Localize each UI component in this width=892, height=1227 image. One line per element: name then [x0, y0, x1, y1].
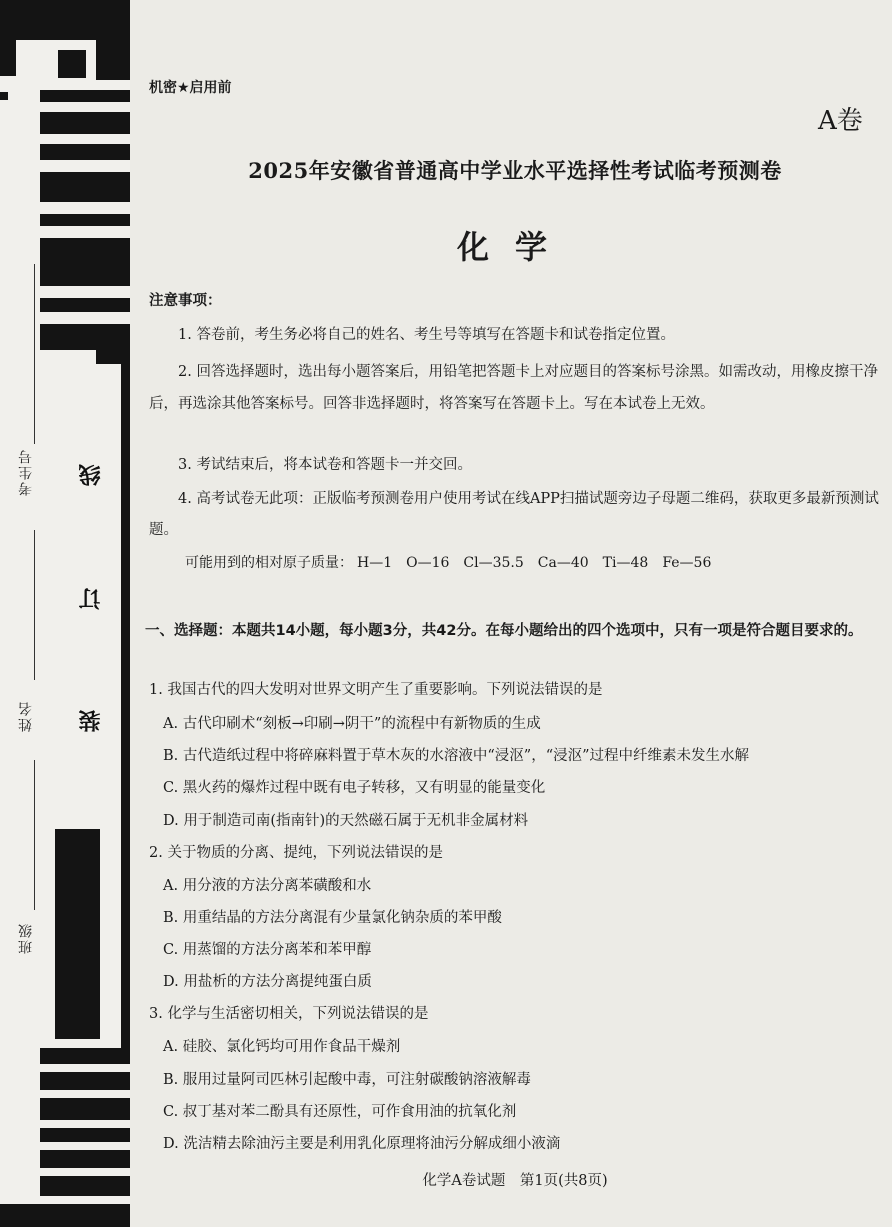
question-option: A. 古代印刷术“刻板→印刷→阴干”的流程中有新物质的生成	[163, 716, 541, 732]
question-option: B. 用重结晶的方法分离混有少量氯化钠杂质的苯甲酸	[163, 910, 502, 926]
binding-stripe	[58, 50, 86, 78]
question-option: C. 叔丁基对苯二酚具有还原性，可作食用油的抗氧化剂	[163, 1104, 517, 1120]
seal-char-zhuang: 装	[79, 710, 104, 732]
name-label: 姓名	[18, 700, 34, 732]
question-option: C. 黑火药的爆炸过程中既有电子转移，又有明显的能量变化	[163, 780, 546, 796]
seal-char-line: 线	[79, 464, 104, 486]
question-stem: 2. 关于物质的分离、提纯，下列说法错误的是	[149, 845, 443, 861]
binding-stripe	[40, 172, 130, 202]
notice-heading: 注意事项：	[149, 293, 222, 309]
seal-char-ding: 订	[79, 588, 104, 610]
binding-stripe	[96, 40, 130, 80]
exam-no-line[interactable]	[34, 264, 35, 444]
question-option: D. 用盐析的方法分离提纯蛋白质	[163, 974, 372, 990]
binding-stripe	[55, 829, 100, 1039]
atomic-mass: O—16	[406, 555, 450, 571]
binding-stripe	[40, 1128, 130, 1142]
binding-stripe	[0, 40, 16, 76]
question-option: D. 洗洁精去除油污主要是利用乳化原理将油污分解成细小液滴	[163, 1136, 561, 1152]
atomic-mass: Ca—40	[537, 555, 589, 571]
binding-stripe	[40, 1176, 130, 1196]
question-stem: 1. 我国古代的四大发明对世界文明产生了重要影响。下列说法错误的是	[149, 682, 603, 698]
notice-item: 3. 考试结束后，将本试卷和答题卡一并交回。	[178, 457, 472, 473]
question-option: D. 用于制造司南(指南针)的天然磁石属于无机非金属材料	[163, 813, 529, 829]
binding-stripe	[40, 1150, 130, 1168]
question-option: B. 服用过量阿司匹林引起酸中毒，可注射碳酸钠溶液解毒	[163, 1072, 531, 1088]
question-option: C. 用蒸馏的方法分离苯和苯甲醇	[163, 942, 372, 958]
atomic-mass: Cl—35.5	[463, 555, 524, 571]
exam-title: 2025年安徽省普通高中学业水平选择性考试临考预测卷	[248, 158, 782, 183]
binding-stripe	[40, 1048, 130, 1064]
question-option: A. 硅胶、氯化钙均可用作食品干燥剂	[163, 1039, 401, 1055]
binding-stripe	[40, 144, 130, 160]
binding-margin	[0, 0, 130, 1227]
binding-stripe	[40, 238, 130, 286]
secret-label: 机密★启用前	[149, 80, 232, 96]
atomic-masses-label: 可能用到的相对原子质量：	[185, 555, 353, 571]
volume-label: A卷	[818, 106, 863, 136]
class-label: 班级	[18, 922, 34, 954]
subject-title: 化学	[456, 228, 573, 266]
binding-stripe	[40, 298, 130, 312]
binding-stripe	[40, 324, 130, 350]
notice-item: 2. 回答选择题时，选出每小题答案后，用铅笔把答题卡上对应题目的答案标号涂黑。如需改动，用橡皮擦干净后，再选涂其他答案标号。回答非选择题时，将答案写在答题卡上。写在本试卷上无效。	[149, 364, 878, 412]
class-line[interactable]	[34, 760, 35, 910]
atomic-mass: H—1	[357, 555, 393, 571]
name-line[interactable]	[34, 530, 35, 680]
atomic-masses	[185, 548, 885, 578]
binding-stripe	[0, 0, 130, 40]
binding-stripe	[40, 1098, 130, 1120]
exam-page	[145, 0, 885, 1227]
binding-stripe	[40, 214, 130, 226]
binding-stripe	[40, 112, 130, 134]
atomic-mass: Ti—48	[602, 555, 649, 571]
binding-stripe	[0, 1204, 130, 1227]
binding-stripe	[121, 364, 130, 1064]
exam-no-label: 考生号	[18, 448, 34, 496]
binding-stripe	[40, 90, 130, 102]
question-stem: 3. 化学与生活密切相关，下列说法错误的是	[149, 1006, 429, 1022]
atomic-mass: Fe—56	[662, 555, 712, 571]
binding-stripe	[96, 350, 130, 364]
notice-item: 1. 答卷前，考生务必将自己的姓名、考生号等填写在答题卡和试卷指定位置。	[178, 327, 675, 343]
question-option: B. 古代造纸过程中将碎麻料置于草木灰的水溶液中“浸沤”，“浸沤”过程中纤维素未发生水解	[163, 748, 750, 764]
notice-item: 4. 高考试卷无此项：正版临考预测卷用户使用考试在线APP扫描试题旁边子母题二维码，获取更多最新预测试题。	[149, 491, 879, 538]
page-footer: 化学A卷试题 第1页(共8页)	[422, 1173, 608, 1189]
question-option: A. 用分液的方法分离苯磺酸和水	[163, 878, 372, 894]
section-heading: 一、选择题：本题共14小题，每小题3分，共42分。在每小题给出的四个选项中，只有一项是符合题目要求的。	[145, 623, 863, 639]
binding-stripe	[40, 1072, 130, 1090]
binding-stripe	[0, 92, 8, 100]
